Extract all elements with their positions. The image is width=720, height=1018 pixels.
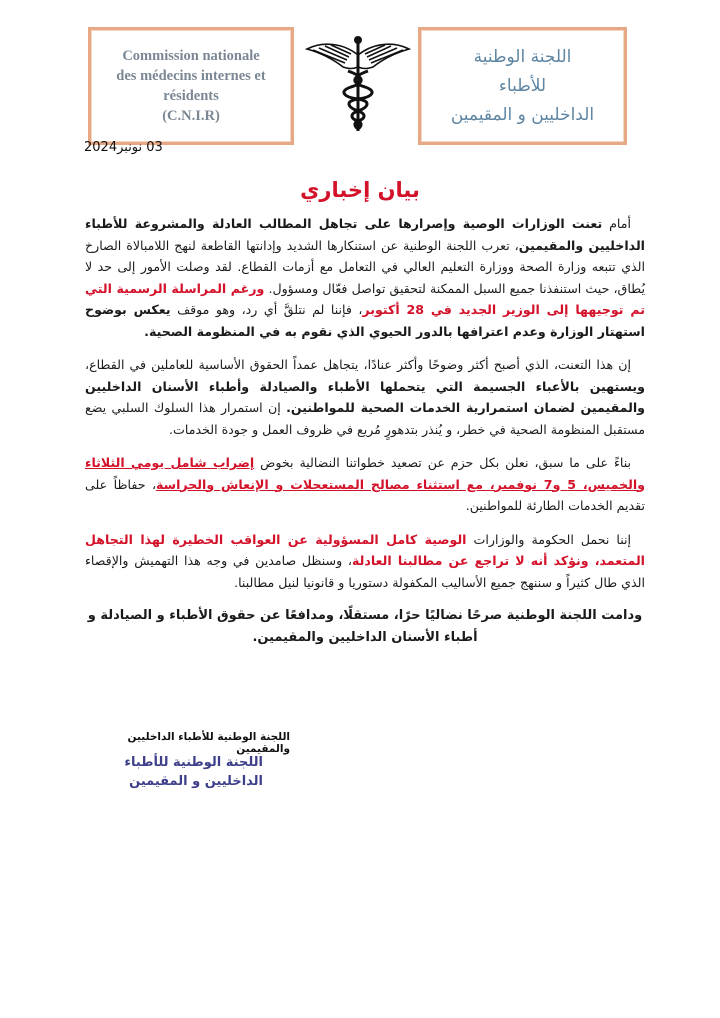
paragraph-2 — [85, 354, 645, 440]
bold-text-run: ويستهين بالأعباء الجسيمة التي يتحملها الأطباء والصيادلة وأطباء الأسنان الداخليين والمقيمين لضمان استمرارية الخدمات الصحية للمواطنين. — [85, 378, 645, 415]
highlighted-text-run: الوصية كامل المسؤولية عن العواقب الخطيرة لهذا التجاهل المتعمد، ونؤكد أنه لا تراجع عن مطالبنا العادلة — [85, 531, 645, 568]
text-run: ، وسنظل صامدين في وجه هذا التهميش والإقصاء الذي طال كثيراً و سننهج جميع الأساليب المكفولة دستوريا و قانونيا لنيل مطالبنا. — [85, 553, 645, 590]
signature-stamp — [93, 753, 263, 791]
french-line: résidents — [163, 88, 219, 104]
strike-announcement: إضراب شامل يومي الثلاثاء والخميس، 5 و7 نوفمبر، مع استثناء مصالح المستعجلات و الإنعاش والحراسة — [85, 455, 645, 492]
paragraph-1 — [85, 213, 645, 342]
closing-statement: ودامت اللجنة الوطنية صرحًا نضاليًا حرًا، مستقلًا، ومدافعًا عن حقوق الأطباء و الصيادلة و أطباء الأسنان الداخليين والمقيمين. — [87, 608, 643, 645]
paragraph-4 — [85, 529, 645, 594]
french-line: des médecins internes et — [116, 68, 266, 84]
letterhead — [0, 27, 720, 147]
text-run: إننا نحمل الحكومة والوزارات — [466, 531, 631, 547]
highlighted-text-run: ورغم المراسلة الرسمية التي تم توجيهها إلى الوزير الجديد في 28 أكتوبر — [85, 280, 646, 317]
caduceus-icon — [303, 33, 413, 137]
arabic-line: اللجنة الوطنية — [473, 46, 572, 67]
text-run: أمام — [602, 216, 631, 231]
letterhead-french-box — [88, 27, 294, 145]
text-run: ، حفاظاً على تقديم الخدمات الطارئة للمواطنين. — [85, 476, 645, 513]
document-date: 03 نونبر2024 — [84, 140, 163, 155]
text-run: ، فإننا لم نتلقَّ أي رد، وهو موقف — [170, 302, 363, 317]
letterhead-arabic-box — [418, 27, 627, 145]
bold-text-run: تعنت الوزارات الوصية وإصرارها على تجاهل المطالب العادلة والمشروعة للأطباء الداخليين والمقيمين — [85, 216, 645, 253]
french-line: Commission nationale — [122, 48, 260, 64]
arabic-line: الداخليين و المقيمين — [450, 104, 595, 125]
stamp-line: اللجنة الوطنية للأطباء — [124, 755, 263, 770]
document-title: بيان إخباري — [300, 178, 420, 202]
signature-label: اللجنة الوطنية للأطباء الداخليين والمقيمين — [127, 731, 290, 755]
paragraph-3 — [85, 452, 645, 517]
document-body — [85, 213, 645, 660]
bold-text-run: يعكس بوضوح استهتار الوزارة وعدم اعترافها بالدور الحيوي الذي نقوم به في المنظومة الصحية. — [85, 302, 645, 339]
text-run: بناءً على ما سبق، نعلن بكل حزم عن تصعيد خطواتنا النضالية بخوض — [254, 455, 632, 470]
arabic-line: للأطباء — [498, 75, 547, 96]
text-run: إن استمرار هذا السلوك السلبي يضع مستقبل المنظومة الصحية في خطر، و يُنذر بتدهورٍ مُريع في ظروف العمل و جودة الخدمات. — [85, 400, 645, 437]
text-run: ، تعرب اللجنة الوطنية عن استنكارها الشديد وإدانتها القاطعة لنهج اللامبالاة الصارخ الذي تتبعه وزارة الصحة ووزارة التعليم العالي في التعامل مع أزمات القطاع. لقد وصلت الأمور إلى حد لا يُطاق، حيث استنفذنا جميع السبل الممكنة لتحقيق تواصل فعّال ومسؤول. — [85, 237, 645, 296]
french-line: (C.N.I.R) — [162, 108, 220, 124]
stamp-line: الداخليين و المقيمين — [129, 774, 263, 789]
text-run: إن هذا التعنت، الذي أصبح أكثر وضوحًا وأكثر عنادًا، يتجاهل عمداً الحقوق الأساسية للعاملين في القطاع، — [85, 357, 631, 372]
